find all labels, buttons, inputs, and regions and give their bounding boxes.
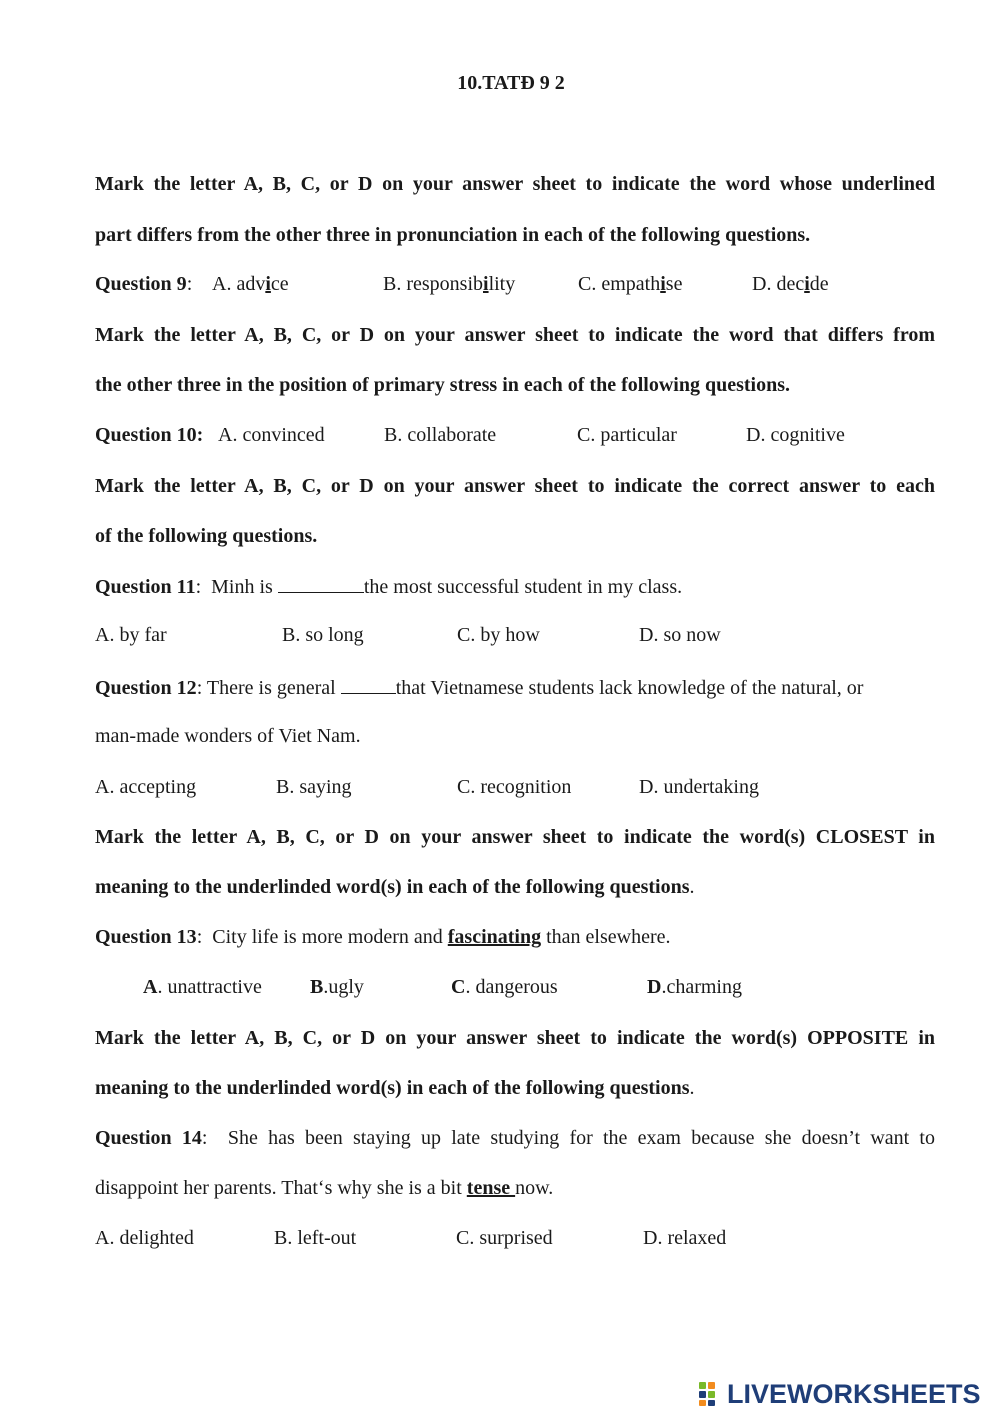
instruction-pronunciation-line2: part differs from the other three in pronunciation in each of the following questions. — [95, 224, 811, 246]
q14-option-b: B. left-out — [274, 1227, 357, 1249]
question-9: Question 9: A. advice B. responsibility C. empathise D. decide — [95, 273, 829, 295]
q10-option-a: A. convinced — [218, 424, 325, 446]
q11-option-c: C. by how — [457, 624, 540, 646]
question-label: Question 10: — [95, 424, 204, 446]
question-label: Question 11 — [95, 576, 196, 598]
q12-line2: man-made wonders of Viet Nam. — [95, 725, 361, 747]
liveworksheets-icon — [698, 1381, 724, 1407]
question-14: Question 14: She has been staying up late studying for the exam because she doesn’t want to — [95, 1127, 935, 1149]
page-title: 10.TATĐ 9 2 — [457, 72, 565, 94]
q9-option-d: D. decide — [752, 273, 829, 295]
q13-option-d: D.charming — [647, 976, 742, 998]
instruction-closest-line2: meaning to the underlinded word(s) in each of the following questions. — [95, 876, 695, 898]
question-10 — [95, 424, 935, 447]
question-label: Question 14 — [95, 1127, 202, 1149]
question-label: Question 9 — [95, 273, 187, 295]
q13-option-a: A. unattractive — [143, 976, 262, 998]
answer-blank — [341, 675, 396, 694]
q14-option-a: A. delighted — [95, 1227, 194, 1249]
q11-option-b: B. so long — [282, 624, 364, 646]
logo-text: LIVEWORKSHEETS — [727, 1378, 981, 1409]
q13-option-b: B.ugly — [310, 976, 364, 998]
question-11: Question 11: Minh is the most successful student in my class. — [95, 576, 683, 598]
instruction-pronunciation-line1: Mark the letter A, B, C, or D on your answer sheet to indicate the word whose underlined — [95, 173, 935, 195]
instruction-correct-line1: Mark the letter A, B, C, or D on your answer sheet to indicate the correct answer to each — [95, 475, 935, 497]
q12-option-b: B. saying — [276, 776, 352, 798]
instruction-closest-line1: Mark the letter A, B, C, or D on your answer sheet to indicate the word(s) CLOSEST in — [95, 826, 935, 848]
q9-option-a: A. advice — [212, 273, 289, 295]
question-13: Question 13: City life is more modern and fascinating than elsewhere. — [95, 926, 671, 948]
liveworksheets-logo — [698, 1378, 981, 1410]
q10-option-c: C. particular — [577, 424, 677, 446]
q14-option-c: C. surprised — [456, 1227, 553, 1249]
question-label: Question 13 — [95, 926, 197, 948]
answer-blank — [278, 574, 364, 593]
instruction-opposite-line2: meaning to the underlinded word(s) in each of the following questions. — [95, 1077, 695, 1099]
q14-line2: disappoint her parents. That‘s why she is a bit tense now. — [95, 1177, 554, 1199]
q10-option-b: B. collaborate — [384, 424, 497, 446]
q9-option-c: C. empathise — [578, 273, 683, 295]
q11-option-a: A. by far — [95, 624, 167, 646]
q9-option-b: B. responsibility — [383, 273, 516, 295]
question-12: Question 12: There is general that Vietnamese students lack knowledge of the natural, or — [95, 677, 864, 699]
q11-option-d: D. so now — [639, 624, 721, 646]
instruction-stress-line1: Mark the letter A, B, C, or D on your answer sheet to indicate the word that differs from — [95, 324, 935, 346]
q13-option-c: C. dangerous — [451, 976, 558, 998]
instruction-opposite-line1: Mark the letter A, B, C, or D on your answer sheet to indicate the word(s) OPPOSITE in — [95, 1027, 935, 1049]
instruction-correct-line2: of the following questions. — [95, 525, 318, 547]
key-word: fascinating — [447, 926, 542, 948]
q10-option-d: D. cognitive — [746, 424, 845, 446]
question-label: Question 12 — [95, 677, 197, 699]
q12-option-d: D. undertaking — [639, 776, 759, 798]
q12-option-c: C. recognition — [457, 776, 572, 798]
q14-option-d: D. relaxed — [643, 1227, 727, 1249]
key-word: tense — [466, 1177, 516, 1199]
q12-option-a: A. accepting — [95, 776, 197, 798]
instruction-stress-line2: the other three in the position of primary stress in each of the following questions. — [95, 374, 790, 396]
